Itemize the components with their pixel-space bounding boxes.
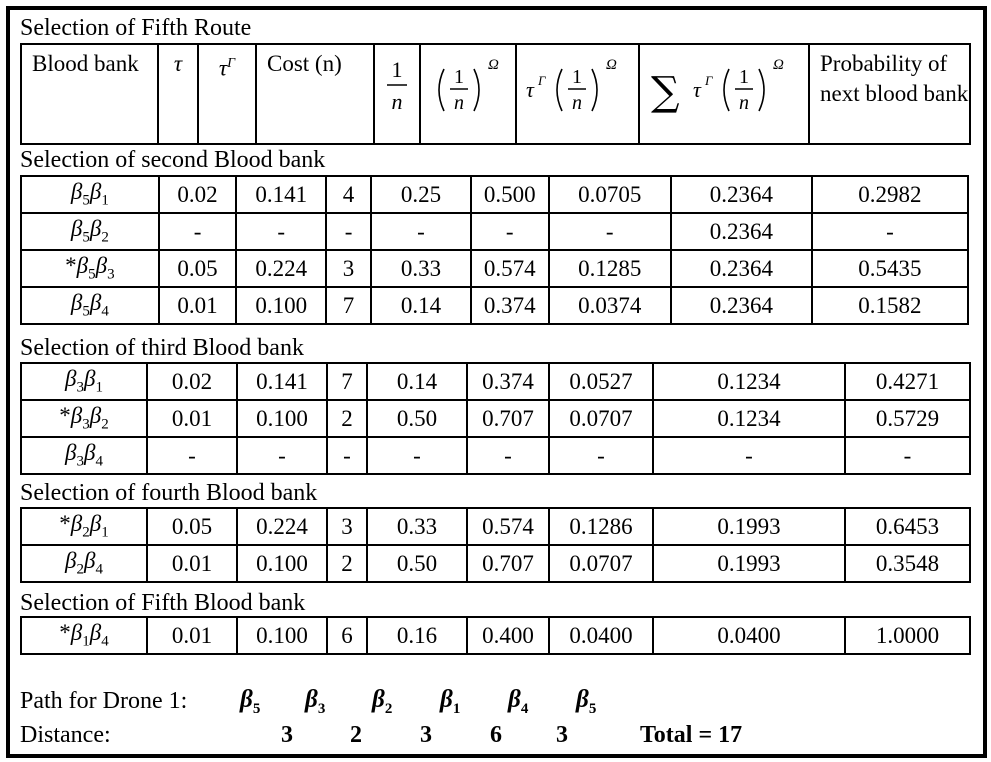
path-node: $\beta_2$ [372, 686, 393, 717]
product-cell: 0.0527 [549, 363, 653, 400]
distance-value: 6 [490, 722, 502, 748]
route-label-cell: $\beta_5\beta_4$ [21, 287, 159, 324]
header-cost: Cost (n) [256, 44, 374, 144]
tau-gamma-cell: - [236, 213, 326, 250]
product-cell: - [549, 437, 653, 474]
probability-cell: 0.5729 [845, 400, 970, 437]
probability-cell: 0.6453 [845, 508, 970, 545]
table-row [21, 250, 968, 287]
header-tau: τ [158, 44, 198, 144]
power-cell: - [471, 213, 549, 250]
svg-text:1: 1 [454, 66, 464, 88]
section-table [20, 507, 971, 583]
route-label-cell: $*\beta_3\beta_2$ [21, 400, 147, 437]
svg-text:n: n [454, 92, 464, 114]
path-node: $\beta_5$ [576, 686, 597, 717]
power-cell: 0.374 [467, 363, 549, 400]
tau-gamma-cell: 0.141 [236, 176, 326, 213]
table-row [21, 213, 968, 250]
product-cell: 0.0707 [549, 400, 653, 437]
table-row [21, 545, 970, 582]
header-sum-product [639, 44, 809, 144]
svg-text:n: n [391, 89, 403, 114]
product-cell: 0.0374 [549, 287, 671, 324]
svg-text:τ: τ [693, 77, 701, 102]
cost-cell: 6 [327, 617, 367, 654]
svg-text:n: n [571, 92, 582, 114]
header-blood-bank: Blood bank [21, 44, 158, 144]
table-row [21, 437, 970, 474]
tau-gamma-cell: 0.141 [237, 363, 327, 400]
sum-cell: 0.2364 [671, 250, 812, 287]
sum-cell: 0.1993 [653, 508, 845, 545]
inverse-n-cell: 0.33 [367, 508, 467, 545]
section-title: Selection of Fifth Blood bank [20, 590, 306, 616]
cost-cell: 7 [327, 363, 367, 400]
tau-gamma-cell: - [237, 437, 327, 474]
probability-cell: 1.0000 [845, 617, 970, 654]
tau-cell: 0.02 [147, 363, 237, 400]
header-tau-power-product [516, 44, 639, 144]
tau-gamma-cell: 0.100 [237, 545, 327, 582]
header-table [20, 43, 971, 145]
table-row [21, 400, 970, 437]
page-title: Selection of Fifth Route [20, 15, 252, 41]
cost-cell: 2 [327, 400, 367, 437]
distance-total: Total = 17 [640, 722, 743, 748]
route-label-cell: $\beta_5\beta_2$ [21, 213, 159, 250]
path-node: $\beta_1$ [440, 686, 461, 717]
cost-cell: 7 [326, 287, 371, 324]
probability-cell: 0.3548 [845, 545, 970, 582]
path-node: $\beta_5$ [240, 686, 261, 717]
sum-cell: 0.0400 [653, 617, 845, 654]
product-cell: 0.1286 [549, 508, 653, 545]
product-cell: - [549, 213, 671, 250]
cost-cell: 3 [327, 508, 367, 545]
cost-cell: 2 [327, 545, 367, 582]
header-tau-gamma: $\tau^\Gamma$ [198, 44, 256, 144]
probability-cell: 0.1582 [812, 287, 968, 324]
svg-text:Γ: Γ [705, 73, 713, 88]
power-cell: 0.400 [467, 617, 549, 654]
route-label-cell: $\beta_5\beta_1$ [21, 176, 159, 213]
cost-cell: - [327, 437, 367, 474]
inverse-n-cell: 0.14 [371, 287, 471, 324]
power-cell: 0.574 [467, 508, 549, 545]
table-row [21, 176, 968, 213]
sum-cell: 0.1234 [653, 400, 845, 437]
section-table [20, 616, 971, 655]
svg-text:τ: τ [525, 77, 534, 102]
distance-label: Distance: [20, 722, 111, 748]
tau-gamma-cell: 0.224 [237, 508, 327, 545]
svg-text:Ω: Ω [605, 57, 617, 73]
inverse-n-cell: 0.33 [371, 250, 471, 287]
sum-cell: 0.2364 [671, 287, 812, 324]
inverse-n-cell: - [367, 437, 467, 474]
route-label-cell: $\beta_3\beta_1$ [21, 363, 147, 400]
power-cell: 0.500 [471, 176, 549, 213]
sum-cell: - [653, 437, 845, 474]
svg-text:Γ: Γ [537, 73, 545, 88]
svg-text:Ω: Ω [773, 57, 784, 73]
inverse-n-cell: 0.50 [367, 545, 467, 582]
probability-cell: - [845, 437, 970, 474]
svg-text:n: n [739, 92, 749, 114]
tau-cell: 0.02 [159, 176, 237, 213]
probability-cell: 0.4271 [845, 363, 970, 400]
tau-cell: - [159, 213, 237, 250]
cost-cell: 4 [326, 176, 371, 213]
cost-cell: - [326, 213, 371, 250]
inverse-n-cell: - [371, 213, 471, 250]
path-label: Path for Drone 1: [20, 688, 188, 714]
route-label-cell: $\beta_2\beta_4$ [21, 545, 147, 582]
tau-cell: - [147, 437, 237, 474]
tau-gamma-cell: 0.100 [237, 400, 327, 437]
table-row [21, 363, 970, 400]
header-inverse-n-power [420, 44, 516, 144]
power-cell: 0.707 [467, 545, 549, 582]
probability-cell: 0.2982 [812, 176, 968, 213]
distance-value: 3 [420, 722, 432, 748]
sum-cell: 0.2364 [671, 176, 812, 213]
tau-cell: 0.01 [147, 545, 237, 582]
distance-value: 3 [281, 722, 293, 748]
tau-cell: 0.01 [147, 400, 237, 437]
svg-text:1: 1 [391, 57, 403, 82]
svg-text:1: 1 [739, 66, 749, 88]
power-cell: 0.374 [471, 287, 549, 324]
tau-cell: 0.01 [147, 617, 237, 654]
section-table [20, 175, 969, 325]
sum-cell: 0.2364 [671, 213, 812, 250]
power-cell: 0.574 [471, 250, 549, 287]
header-probability: Probability of next blood bank [809, 44, 970, 144]
product-cell: 0.0400 [549, 617, 653, 654]
table-row [21, 617, 970, 654]
probability-cell: 0.5435 [812, 250, 968, 287]
product-cell: 0.1285 [549, 250, 671, 287]
route-label-cell: $*\beta_2\beta_1$ [21, 508, 147, 545]
section-title: Selection of second Blood bank [20, 147, 326, 173]
tau-gamma-cell: 0.100 [237, 617, 327, 654]
section-title: Selection of third Blood bank [20, 335, 304, 361]
inverse-n-cell: 0.50 [367, 400, 467, 437]
svg-text:∑: ∑ [651, 69, 680, 115]
sum-cell: 0.1993 [653, 545, 845, 582]
power-cell: 0.707 [467, 400, 549, 437]
inverse-n-cell: 0.16 [367, 617, 467, 654]
product-cell: 0.0705 [549, 176, 671, 213]
route-label-cell: $*\beta_5\beta_3$ [21, 250, 159, 287]
svg-text:Ω: Ω [488, 57, 499, 73]
path-node: $\beta_4$ [508, 686, 529, 717]
sum-cell: 0.1234 [653, 363, 845, 400]
inverse-n-cell: 0.14 [367, 363, 467, 400]
route-label-cell: $\beta_3\beta_4$ [21, 437, 147, 474]
route-label-cell: $*\beta_1\beta_4$ [21, 617, 147, 654]
tau-cell: 0.05 [159, 250, 237, 287]
tau-gamma-cell: 0.224 [236, 250, 326, 287]
tau-gamma-cell: 0.100 [236, 287, 326, 324]
table-row [21, 508, 970, 545]
tau-cell: 0.05 [147, 508, 237, 545]
section-title: Selection of fourth Blood bank [20, 480, 318, 506]
path-node: $\beta_3$ [305, 686, 326, 717]
cost-cell: 3 [326, 250, 371, 287]
header-inverse-n [374, 44, 420, 144]
table-row [21, 287, 968, 324]
distance-value: 3 [556, 722, 568, 748]
probability-cell: - [812, 213, 968, 250]
inverse-n-cell: 0.25 [371, 176, 471, 213]
product-cell: 0.0707 [549, 545, 653, 582]
tau-cell: 0.01 [159, 287, 237, 324]
svg-text:1: 1 [571, 66, 582, 88]
section-table [20, 362, 971, 475]
power-cell: - [467, 437, 549, 474]
distance-value: 2 [350, 722, 362, 748]
